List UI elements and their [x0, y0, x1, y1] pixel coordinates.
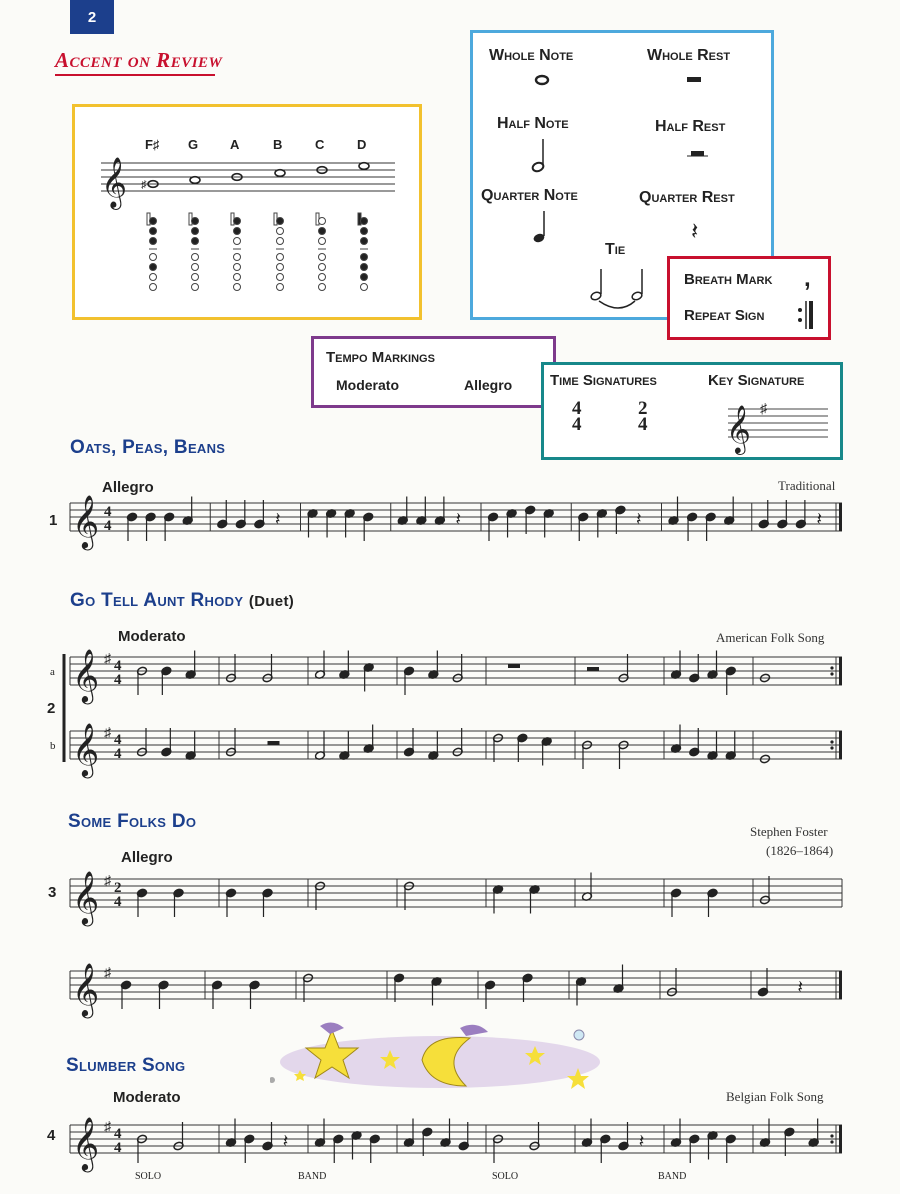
final-bar	[839, 657, 842, 685]
repeat-dot	[830, 740, 833, 743]
time-signatures-label: Time Signatures	[550, 372, 657, 389]
note-label-fsharp: F♯	[145, 137, 160, 152]
song-3-title: Some Folks Do	[68, 811, 197, 832]
time-sig-top: 4	[114, 732, 122, 748]
key-signature-label: Key Signature	[708, 372, 805, 389]
song-3-number: 3	[48, 884, 57, 901]
whole-note-label: Whole Note	[489, 47, 574, 64]
key-sharp: ♯	[104, 726, 111, 741]
song-4-title: Slumber Song	[66, 1055, 186, 1076]
half-rest	[587, 667, 599, 671]
time-signature-2-4: 2 4	[638, 398, 648, 435]
treble-clef: 𝄞	[72, 650, 100, 701]
song-2-tempo: Moderato	[118, 628, 186, 645]
quarter-rest: 𝄽	[816, 509, 822, 529]
half-rest-label: Half Rest	[655, 118, 726, 135]
quarter-rest-label: Quarter Rest	[639, 189, 735, 206]
time-sig-bottom: 4	[114, 672, 122, 688]
time-sig-top: 4	[114, 658, 122, 674]
label-solo-1: SOLO	[135, 1171, 162, 1182]
note-label-g: G	[188, 137, 199, 152]
song-1-tempo: Allegro	[102, 479, 154, 496]
breath-mark-label: Breath Mark	[684, 271, 773, 288]
time-sig-bottom: 4	[114, 746, 122, 762]
final-bar	[839, 731, 842, 759]
treble-clef: 𝄞	[72, 496, 100, 547]
song-2-part-a: a	[50, 666, 55, 678]
key-sharp: ♯	[104, 966, 111, 981]
time-sig-top: 4	[114, 1126, 122, 1142]
song-2-title: Go Tell Aunt Rhody (Duet)	[70, 590, 295, 611]
song-1-number: 1	[49, 512, 58, 529]
quarter-rest: 𝄽	[797, 977, 804, 997]
quarter-rest: 𝄽	[274, 509, 281, 529]
repeat-sign-label: Repeat Sign	[684, 307, 765, 324]
time-sig-top: 2	[114, 880, 122, 896]
quarter-note-label: Quarter Note	[481, 187, 578, 204]
page-number: 2	[70, 0, 114, 34]
quarter-rest: 𝄽	[282, 1131, 289, 1151]
note-label-b: B	[273, 137, 283, 152]
quarter-rest-icon: 𝄽	[691, 219, 699, 245]
key-sharp: ♯	[104, 652, 111, 667]
time-sig-bottom: 4	[104, 518, 112, 534]
svg-text:𝄞: 𝄞	[101, 158, 128, 207]
song-1-title: Oats, Peas, Beans	[70, 437, 226, 458]
song-2-part-b: b	[50, 740, 56, 752]
treble-clef: 𝄞	[72, 724, 100, 775]
song-2-credit: American Folk Song	[716, 630, 825, 645]
key-sharp: ♯	[104, 874, 111, 889]
song-3-credit-dates: (1826–1864)	[766, 843, 834, 858]
song-2-number: 2	[47, 700, 56, 717]
svg-text:♯: ♯	[141, 179, 147, 191]
song-3-tempo: Allegro	[121, 849, 173, 866]
time-sig-bottom: 4	[114, 1140, 122, 1156]
final-bar	[839, 503, 842, 531]
label-band-1: BAND	[298, 1171, 327, 1182]
allegro-label: Allegro	[464, 377, 513, 393]
breath-mark-icon: ,	[804, 265, 811, 292]
treble-clef: 𝄞	[72, 872, 100, 923]
half-rest	[268, 741, 280, 745]
quarter-rest: 𝄽	[455, 509, 461, 529]
time-sig-bottom: 4	[114, 894, 122, 910]
final-bar	[839, 1125, 842, 1153]
treble-clef: 𝄞	[72, 1118, 100, 1169]
time-sig-top: 4	[104, 504, 112, 520]
section-header: Accent on Review	[55, 48, 223, 72]
repeat-dot	[830, 666, 833, 669]
whole-rest-label: Whole Rest	[647, 47, 731, 64]
label-band-2: BAND	[658, 1171, 687, 1182]
tempo-markings-label: Tempo Markings	[326, 349, 435, 366]
note-label-a: A	[230, 137, 240, 152]
whole-rest	[508, 664, 520, 668]
repeat-dot	[830, 1134, 833, 1137]
final-bar	[839, 971, 842, 999]
moderato-label: Moderato	[336, 377, 399, 393]
repeat-dot	[830, 1140, 833, 1143]
time-signature-4-4: 4 4	[572, 398, 582, 435]
repeat-dot	[830, 746, 833, 749]
song-4-number: 4	[47, 1127, 56, 1144]
quarter-rest: 𝄽	[635, 509, 642, 529]
note-label-c: C	[315, 137, 325, 152]
tie-label: Tie	[605, 241, 626, 258]
quarter-rest: 𝄽	[638, 1131, 645, 1151]
repeat-dot	[830, 672, 833, 675]
label-solo-2: SOLO	[492, 1171, 519, 1182]
svg-text:♯: ♯	[760, 402, 767, 417]
song-3-credit: Stephen Foster	[750, 824, 828, 839]
treble-clef: 𝄞	[72, 964, 100, 1015]
svg-text:𝄞: 𝄞	[726, 407, 751, 453]
song-1-credit: Traditional	[778, 478, 836, 493]
song-4-tempo: Moderato	[113, 1089, 181, 1106]
key-sharp: ♯	[104, 1120, 111, 1135]
note-label-d: D	[357, 137, 367, 152]
half-note-label: Half Note	[497, 115, 569, 132]
song-4-credit: Belgian Folk Song	[726, 1089, 824, 1104]
